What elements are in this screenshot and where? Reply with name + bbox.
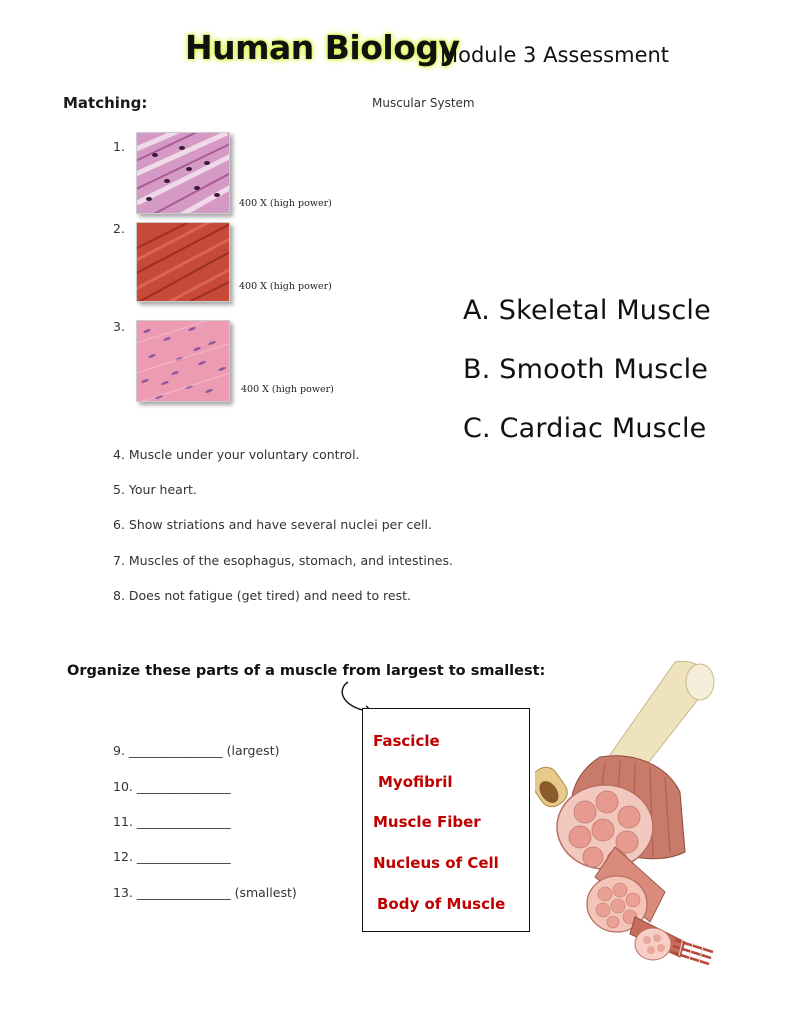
answer-a: A. Skeletal Muscle xyxy=(463,295,711,326)
term-myofibril: Myofibril xyxy=(378,773,453,791)
micrograph-1 xyxy=(136,132,230,214)
term-body-of-muscle: Body of Muscle xyxy=(377,895,506,913)
section-topic: Muscular System xyxy=(372,96,475,110)
image-caption-3: 400 X (high power) xyxy=(241,384,334,395)
answer-b: B. Smooth Muscle xyxy=(463,354,709,385)
micrograph-2 xyxy=(136,222,230,302)
organize-heading: Organize these parts of a muscle from largest to smallest: xyxy=(67,663,546,679)
question-5: 5. Your heart. xyxy=(113,482,197,497)
image-number-3: 3. xyxy=(113,319,125,334)
question-6: 6. Show striations and have several nuclei per cell. xyxy=(113,517,432,532)
term-nucleus-of-cell: Nucleus of Cell xyxy=(373,854,499,872)
blank-9[interactable]: 9. _______________ (largest) xyxy=(113,743,280,758)
matching-heading: Matching: xyxy=(63,94,148,112)
page-title: Human Biology xyxy=(185,28,460,67)
answer-c: C. Cardiac Muscle xyxy=(463,413,707,444)
muscle-anatomy-illustration xyxy=(535,652,735,972)
image-caption-2: 400 X (high power) xyxy=(239,281,332,292)
question-4: 4. Muscle under your voluntary control. xyxy=(113,447,360,462)
image-number-1: 1. xyxy=(113,139,125,154)
question-7: 7. Muscles of the esophagus, stomach, and intestines. xyxy=(113,553,453,568)
micrograph-3 xyxy=(136,320,230,402)
blank-13[interactable]: 13. _______________ (smallest) xyxy=(113,885,297,900)
image-caption-1: 400 X (high power) xyxy=(239,198,332,209)
term-fascicle: Fascicle xyxy=(373,732,440,750)
blank-11[interactable]: 11. _______________ xyxy=(113,814,231,829)
image-number-2: 2. xyxy=(113,221,125,236)
blank-10[interactable]: 10. _______________ xyxy=(113,779,231,794)
term-muscle-fiber: Muscle Fiber xyxy=(373,813,481,831)
blank-12[interactable]: 12. _______________ xyxy=(113,849,231,864)
page-subtitle: Module 3 Assessment xyxy=(440,43,670,67)
question-8: 8. Does not fatigue (get tired) and need to rest. xyxy=(113,588,412,603)
